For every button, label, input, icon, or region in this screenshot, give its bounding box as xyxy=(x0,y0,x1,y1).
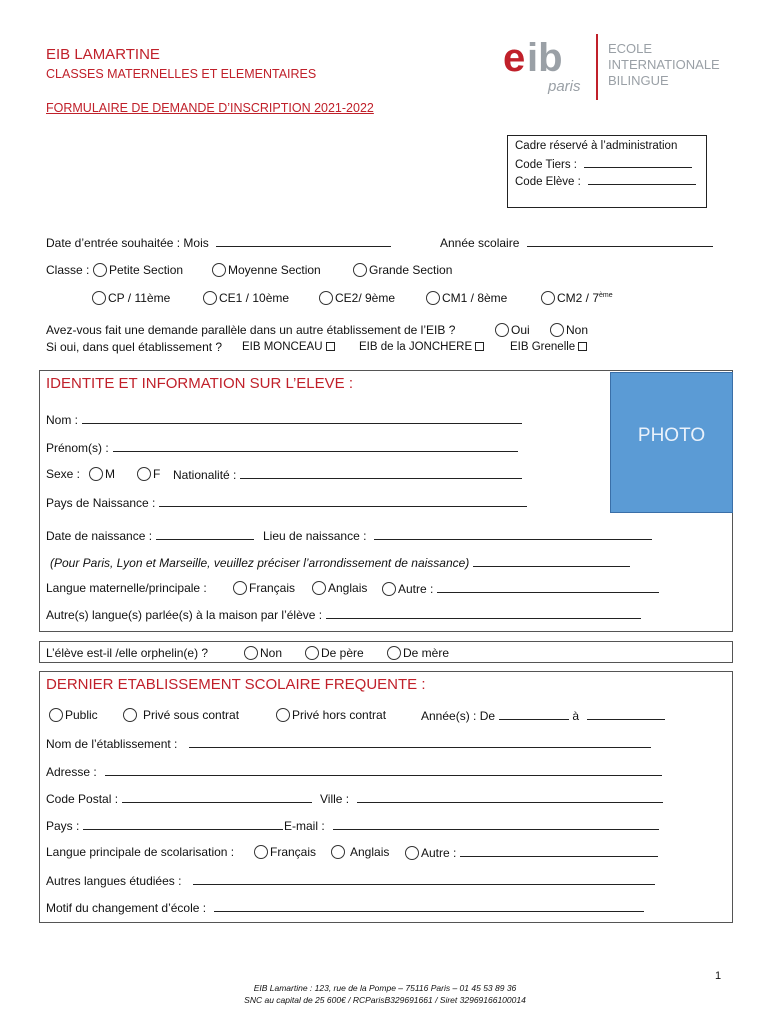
radio-icon[interactable] xyxy=(353,263,367,277)
radio-icon[interactable] xyxy=(426,291,440,305)
radio-icon[interactable] xyxy=(495,323,509,337)
option-public[interactable]: Public xyxy=(49,708,98,722)
code-tiers-label: Code Tiers : xyxy=(515,159,577,171)
option-grande-section[interactable]: Grande Section xyxy=(353,263,452,277)
date-naissance-row: Date de naissance : xyxy=(46,528,254,543)
option-cp[interactable]: CP / 11ème xyxy=(92,291,170,305)
radio-icon[interactable] xyxy=(319,291,333,305)
school-year-label: Année scolaire xyxy=(440,236,520,250)
nationalite-field[interactable] xyxy=(240,467,522,479)
parallel-oui[interactable]: Oui xyxy=(495,323,530,337)
option-langue-anglais[interactable]: Anglais xyxy=(312,581,367,595)
lieu-naissance-field[interactable] xyxy=(374,528,652,540)
nom-etablissement-field[interactable] xyxy=(189,736,651,748)
option-sexe-m[interactable]: M xyxy=(89,467,115,481)
radio-icon[interactable] xyxy=(244,646,258,660)
arrondissement-note-row: (Pour Paris, Lyon et Marseille, veuillez préciser l’arrondissement de naissance) xyxy=(50,555,630,570)
logo-paris: paris xyxy=(548,78,581,95)
radio-icon[interactable] xyxy=(541,291,555,305)
adresse-row: Adresse : xyxy=(46,764,662,779)
adresse-field[interactable] xyxy=(105,764,662,776)
option-ce1[interactable]: CE1 / 10ème xyxy=(203,291,289,305)
prenom-field[interactable] xyxy=(113,440,518,452)
langue-scolarisation-label: Langue principale de scolarisation : xyxy=(46,845,235,859)
form-title: FORMULAIRE DE DEMANDE D’INSCRIPTION 2021-2022 xyxy=(46,101,374,115)
annee-fin-field[interactable] xyxy=(587,708,665,720)
classe-label: Classe : xyxy=(46,263,90,277)
logo-divider xyxy=(596,34,598,100)
code-tiers-row xyxy=(515,156,692,171)
radio-icon[interactable] xyxy=(233,581,247,595)
code-tiers-field[interactable] xyxy=(584,156,692,168)
motif-row: Motif du changement d’école : xyxy=(46,900,644,915)
option-cm1[interactable]: CM1 / 8ème xyxy=(426,291,507,305)
motif-field[interactable] xyxy=(214,900,644,912)
code-postal-field[interactable] xyxy=(122,791,312,803)
school-name: EIB LAMARTINE xyxy=(46,46,160,63)
checkbox-icon[interactable] xyxy=(578,342,587,351)
code-eleve-field[interactable] xyxy=(588,173,696,185)
option-prive-hors-contrat[interactable]: Privé hors contrat xyxy=(276,708,386,722)
sexe-label: Sexe : xyxy=(46,467,81,481)
photo-label: PHOTO xyxy=(637,425,706,446)
lieu-naissance-row: Lieu de naissance : xyxy=(263,528,652,543)
radio-icon[interactable] xyxy=(387,646,401,660)
autres-langues-etudiees-row: Autres langues étudiées : xyxy=(46,873,655,888)
option-eib-monceau[interactable]: EIB MONCEAU xyxy=(242,341,335,353)
code-postal-row: Code Postal : xyxy=(46,791,312,806)
logo-line2: INTERNATIONALE xyxy=(608,57,720,72)
pays-naissance-row: Pays de Naissance : xyxy=(46,495,527,510)
radio-icon[interactable] xyxy=(93,263,107,277)
radio-icon[interactable] xyxy=(123,708,137,722)
nom-field[interactable] xyxy=(82,412,522,424)
option-moyenne-section[interactable]: Moyenne Section xyxy=(212,263,321,277)
langue-maternelle-label: Langue maternelle/principale : xyxy=(46,581,207,595)
orphan-question: L’élève est-il /elle orphelin(e) ? xyxy=(46,646,209,660)
student-section-title: IDENTITE ET INFORMATION SUR L’ELEVE : xyxy=(46,375,353,392)
code-eleve-row xyxy=(515,173,696,188)
date-naissance-field[interactable] xyxy=(156,528,254,540)
logo-e: e xyxy=(503,36,526,80)
annees-row: Année(s) : De à xyxy=(421,708,665,723)
option-orphan-mere[interactable]: De mère xyxy=(387,646,449,660)
radio-icon[interactable] xyxy=(49,708,63,722)
ville-row: Ville : xyxy=(320,791,663,806)
autres-langues-row: Autre(s) langue(s) parlée(s) à la maison par l’élève : xyxy=(46,607,641,622)
checkbox-icon[interactable] xyxy=(475,342,484,351)
nationalite-row: Nationalité : xyxy=(173,467,522,482)
entry-month-field[interactable] xyxy=(216,235,391,247)
option-sexe-f[interactable]: F xyxy=(137,467,160,481)
autres-langues-field[interactable] xyxy=(326,607,641,619)
pays-naissance-field[interactable] xyxy=(159,495,527,507)
annee-debut-field[interactable] xyxy=(499,708,569,720)
option-scol-autre[interactable]: Autre : xyxy=(405,845,658,860)
cm2-superscript: ème xyxy=(599,292,613,299)
radio-icon[interactable] xyxy=(203,291,217,305)
langue-autre-field[interactable] xyxy=(437,581,659,593)
scol-autre-field[interactable] xyxy=(460,845,658,857)
prenom-row: Prénom(s) : xyxy=(46,440,518,455)
radio-icon[interactable] xyxy=(212,263,226,277)
pays-field[interactable] xyxy=(83,818,283,830)
option-orphan-non[interactable]: Non xyxy=(244,646,282,660)
eib-logo xyxy=(500,34,720,102)
option-scol-francais[interactable]: Français xyxy=(254,845,316,859)
last-school-title: DERNIER ETABLISSEMENT SCOLAIRE FREQUENTE : xyxy=(46,676,426,693)
option-eib-grenelle[interactable]: EIB Grenelle xyxy=(510,341,587,353)
option-orphan-pere[interactable]: De père xyxy=(305,646,364,660)
radio-icon[interactable] xyxy=(137,467,151,481)
footer-address: EIB Lamartine : 123, rue de la Pompe – 75116 Paris – 01 45 53 89 36 xyxy=(253,983,517,993)
autres-langues-etudiees-field[interactable] xyxy=(193,873,655,885)
radio-icon[interactable] xyxy=(382,582,396,596)
radio-icon[interactable] xyxy=(254,845,268,859)
radio-icon[interactable] xyxy=(331,845,345,859)
parallel-question: Avez-vous fait une demande parallèle dans un autre établissement de l’EIB ? xyxy=(46,323,456,337)
classes-subtitle: CLASSES MATERNELLES ET ELEMENTAIRES xyxy=(46,67,317,81)
email-row: E-mail : xyxy=(284,818,659,833)
admin-title: Cadre réservé à l’administration xyxy=(515,140,678,152)
option-petite-section[interactable]: Petite Section xyxy=(93,263,183,277)
footer-legal: SNC au capital de 25 600€ / RCParisB329691661 / Siret 32969166100014 xyxy=(244,995,526,1005)
radio-icon[interactable] xyxy=(92,291,106,305)
logo-line3: BILINGUE xyxy=(608,73,669,88)
admin-box xyxy=(507,135,707,208)
option-eib-jonchere[interactable]: EIB de la JONCHERE xyxy=(359,341,484,353)
parallel-which: Si oui, dans quel établissement ? xyxy=(46,340,223,354)
nom-row: Nom : xyxy=(46,412,522,427)
checkbox-icon[interactable] xyxy=(326,342,335,351)
radio-icon[interactable] xyxy=(405,846,419,860)
parallel-non[interactable]: Non xyxy=(550,323,588,337)
logo-line1: ECOLE xyxy=(608,41,653,56)
school-year-row xyxy=(440,235,713,250)
entry-month-label: Date d’entrée souhaitée : Mois xyxy=(46,236,209,250)
radio-icon[interactable] xyxy=(276,708,290,722)
radio-icon[interactable] xyxy=(312,581,326,595)
photo-box[interactable] xyxy=(610,372,733,513)
page-number: 1 xyxy=(715,970,722,982)
option-ce2[interactable]: CE2/ 9ème xyxy=(319,291,395,305)
radio-icon[interactable] xyxy=(89,467,103,481)
ville-field[interactable] xyxy=(357,791,663,803)
option-langue-francais[interactable]: Français xyxy=(233,581,295,595)
nom-etablissement-row: Nom de l’établissement : xyxy=(46,736,651,751)
pays-row: Pays : xyxy=(46,818,283,833)
code-eleve-label: Code Elève : xyxy=(515,176,581,188)
email-field[interactable] xyxy=(333,818,659,830)
option-cm2[interactable]: CM2 / 7ème xyxy=(541,291,613,305)
school-year-field[interactable] xyxy=(527,235,713,247)
arrondissement-field[interactable] xyxy=(473,555,630,567)
logo-ib: ib xyxy=(527,36,563,80)
entry-month-row xyxy=(46,235,391,250)
option-prive-contrat[interactable]: Privé sous contrat xyxy=(123,708,239,722)
radio-icon[interactable] xyxy=(550,323,564,337)
radio-icon[interactable] xyxy=(305,646,319,660)
option-scol-anglais[interactable]: Anglais xyxy=(331,845,389,859)
option-langue-autre[interactable]: Autre : xyxy=(382,581,659,596)
